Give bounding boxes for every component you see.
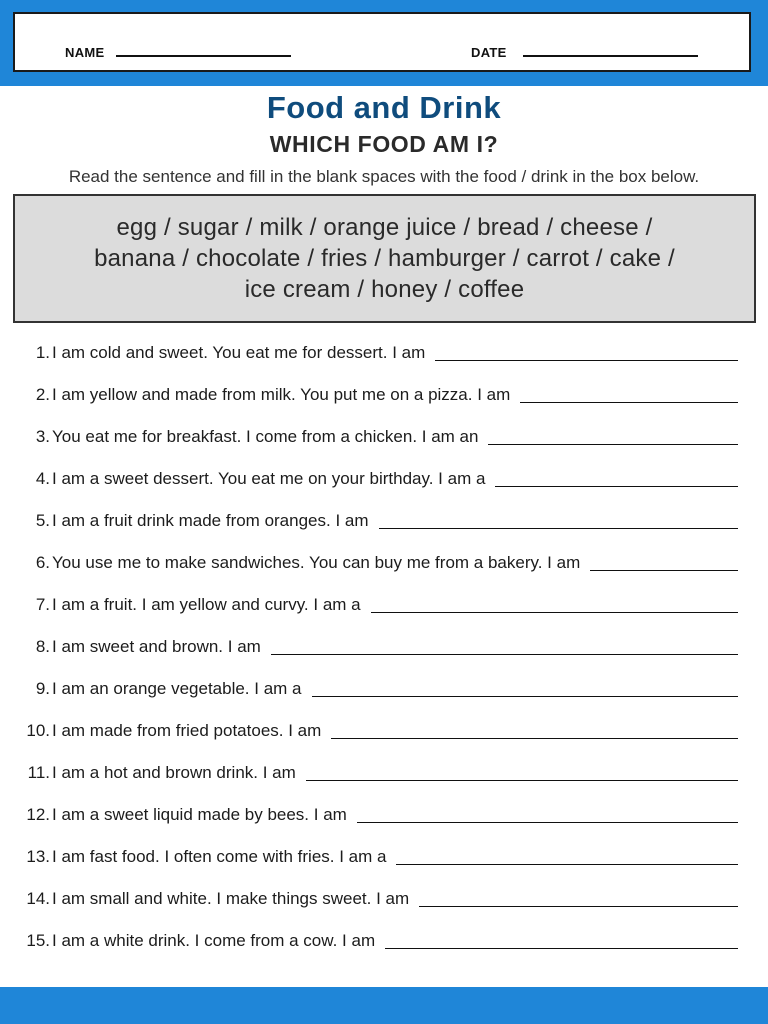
answer-blank[interactable] [495,486,738,487]
answer-blank[interactable] [331,738,738,739]
question-text: I am small and white. I make things sweet. I am [52,889,410,908]
question-item [24,799,738,829]
name-field[interactable] [116,55,291,57]
question-item [24,841,738,871]
date-label: DATE [471,45,507,60]
question-number: 9. [35,679,50,698]
question-number: 4. [35,469,50,488]
bottom-banner [0,987,768,1024]
answer-blank[interactable] [379,528,738,529]
question-item [24,673,738,703]
question-number: 3. [35,427,50,446]
word-bank-box [13,194,756,323]
question-text: I am a sweet liquid made by bees. I am [52,805,347,824]
question-number: 5. [35,511,50,530]
question-item [24,337,738,367]
word-bank-line: egg / sugar / milk / orange juice / bread / cheese / [116,214,653,241]
question-number: 10. [26,721,50,740]
word-bank-line: ice cream / honey / coffee [244,276,525,303]
question-item [24,631,738,661]
question-text: I am a fruit drink made from oranges. I am [52,511,369,530]
answer-blank[interactable] [271,654,738,655]
question-number: 6. [35,553,50,572]
question-number: 8. [35,637,50,656]
question-item [24,589,738,619]
question-number: 1. [35,343,50,362]
question-item [24,505,738,535]
question-text: I am yellow and made from milk. You put me on a pizza. I am [52,385,511,404]
answer-blank[interactable] [520,402,738,403]
answer-blank[interactable] [371,612,738,613]
answer-blank[interactable] [435,360,738,361]
answer-blank[interactable] [419,906,738,907]
question-number: 13. [26,847,50,866]
question-text: I am cold and sweet. You eat me for dessert. I am [52,343,426,362]
question-text: I am a sweet dessert. You eat me on your birthday. I am a [52,469,486,488]
question-number: 11. [27,763,50,782]
answer-blank[interactable] [590,570,738,571]
question-text: I am a white drink. I come from a cow. I am [52,931,376,950]
question-number: 2. [35,385,50,404]
question-item [24,379,738,409]
question-text: I am an orange vegetable. I am a [52,679,302,698]
question-item [24,421,738,451]
date-field[interactable] [523,55,698,57]
answer-blank[interactable] [357,822,738,823]
question-item [24,715,738,745]
question-item [24,547,738,577]
question-text: You eat me for breakfast. I come from a chicken. I am an [52,427,479,446]
question-number: 15. [26,931,50,950]
name-label: NAME [65,45,105,60]
question-number: 12. [26,805,50,824]
question-text: I am a fruit. I am yellow and curvy. I am a [52,595,361,614]
answer-blank[interactable] [385,948,738,949]
question-text: You use me to make sandwiches. You can buy me from a bakery. I am [52,553,581,572]
question-text: I am sweet and brown. I am [52,637,261,656]
question-item [24,883,738,913]
question-item [24,463,738,493]
question-text: I am a hot and brown drink. I am [52,763,296,782]
question-number: 14. [26,889,50,908]
question-number: 7. [35,595,50,614]
page-title: Food and Drink [266,90,502,125]
instruction-text: Read the sentence and fill in the blank spaces with the food / drink in the box below. [68,167,700,186]
answer-blank[interactable] [488,444,738,445]
question-item [24,757,738,787]
question-text: I am fast food. I often come with fries. I am a [52,847,387,866]
word-bank-line: banana / chocolate / fries / hamburger / carrot / cake / [94,245,675,272]
answer-blank[interactable] [306,780,738,781]
name-date-box [13,12,751,72]
answer-blank[interactable] [396,864,738,865]
question-item [24,925,738,955]
page-subtitle: WHICH FOOD AM I? [269,131,499,157]
question-text: I am made from fried potatoes. I am [52,721,322,740]
answer-blank[interactable] [312,696,739,697]
